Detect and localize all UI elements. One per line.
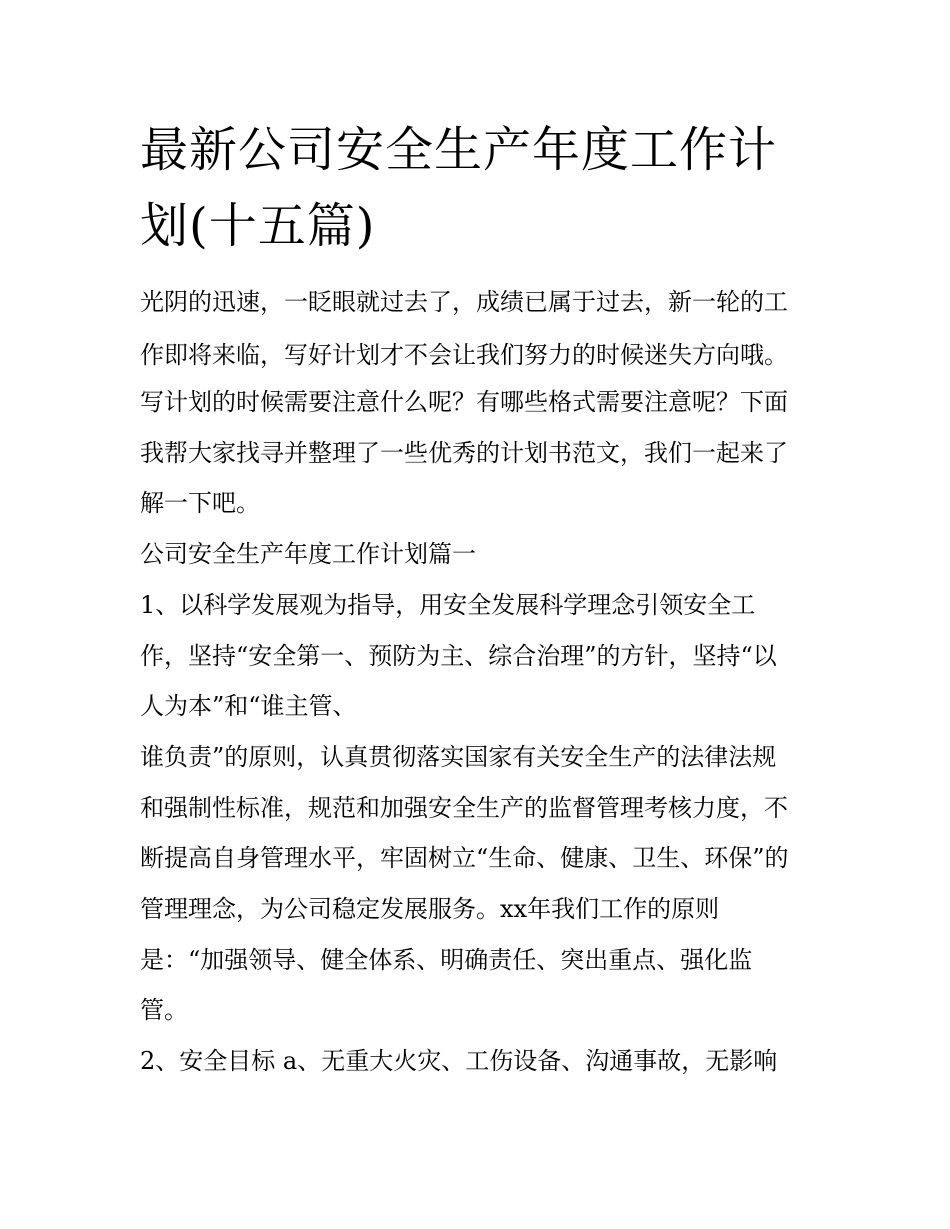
body-line: 管。 [140,996,188,1024]
body-line: 解一下吧。 [140,489,260,517]
body-line: 光阴的迅速，一眨眼就过去了，成绩已属于过去，新一轮的工 [140,288,788,316]
section-heading: 公司安全生产年度工作计划篇一 [140,540,476,568]
body-line: 作，坚持“安全第一、预防为主、综合治理”的方针，坚持“以 [140,642,777,670]
body-line: 1、以科学发展观为指导，用安全发展科学理念引领安全工 [140,591,756,619]
body-line: 人为本”和“谁主管、 [140,692,357,720]
body-line: 写计划的时候需要注意什么呢？有哪些格式需要注意呢？下面 [140,388,788,416]
body-line: 管理理念，为公司稳定发展服务。xx年我们工作的原则 [140,895,720,923]
body-line: 断提高自身管理水平，牢固树立“生命、健康、卫生、环保”的 [140,844,789,872]
body-line: 作即将来临，写好计划才不会让我们努力的时候迷失方向哦。 [140,341,788,369]
body-line: 是：“加强领导、健全体系、明确责任、突出重点、强化监 [140,946,753,974]
document-title: 最新公司安全生产年度工作计划(十五篇) [140,122,778,254]
body-line: 2、安全目标 a、无重大火灾、工伤设备、沟通事故，无影响 [140,1047,778,1075]
body-line: 我帮大家找寻并整理了一些优秀的计划书范文，我们一起来了 [140,439,788,467]
body-line: 和强制性标准，规范和加强安全生产的监督管理考核力度，不 [140,794,788,822]
body-line: 谁负责”的原则，认真贯彻落实国家有关安全生产的法律法规 [140,743,777,771]
